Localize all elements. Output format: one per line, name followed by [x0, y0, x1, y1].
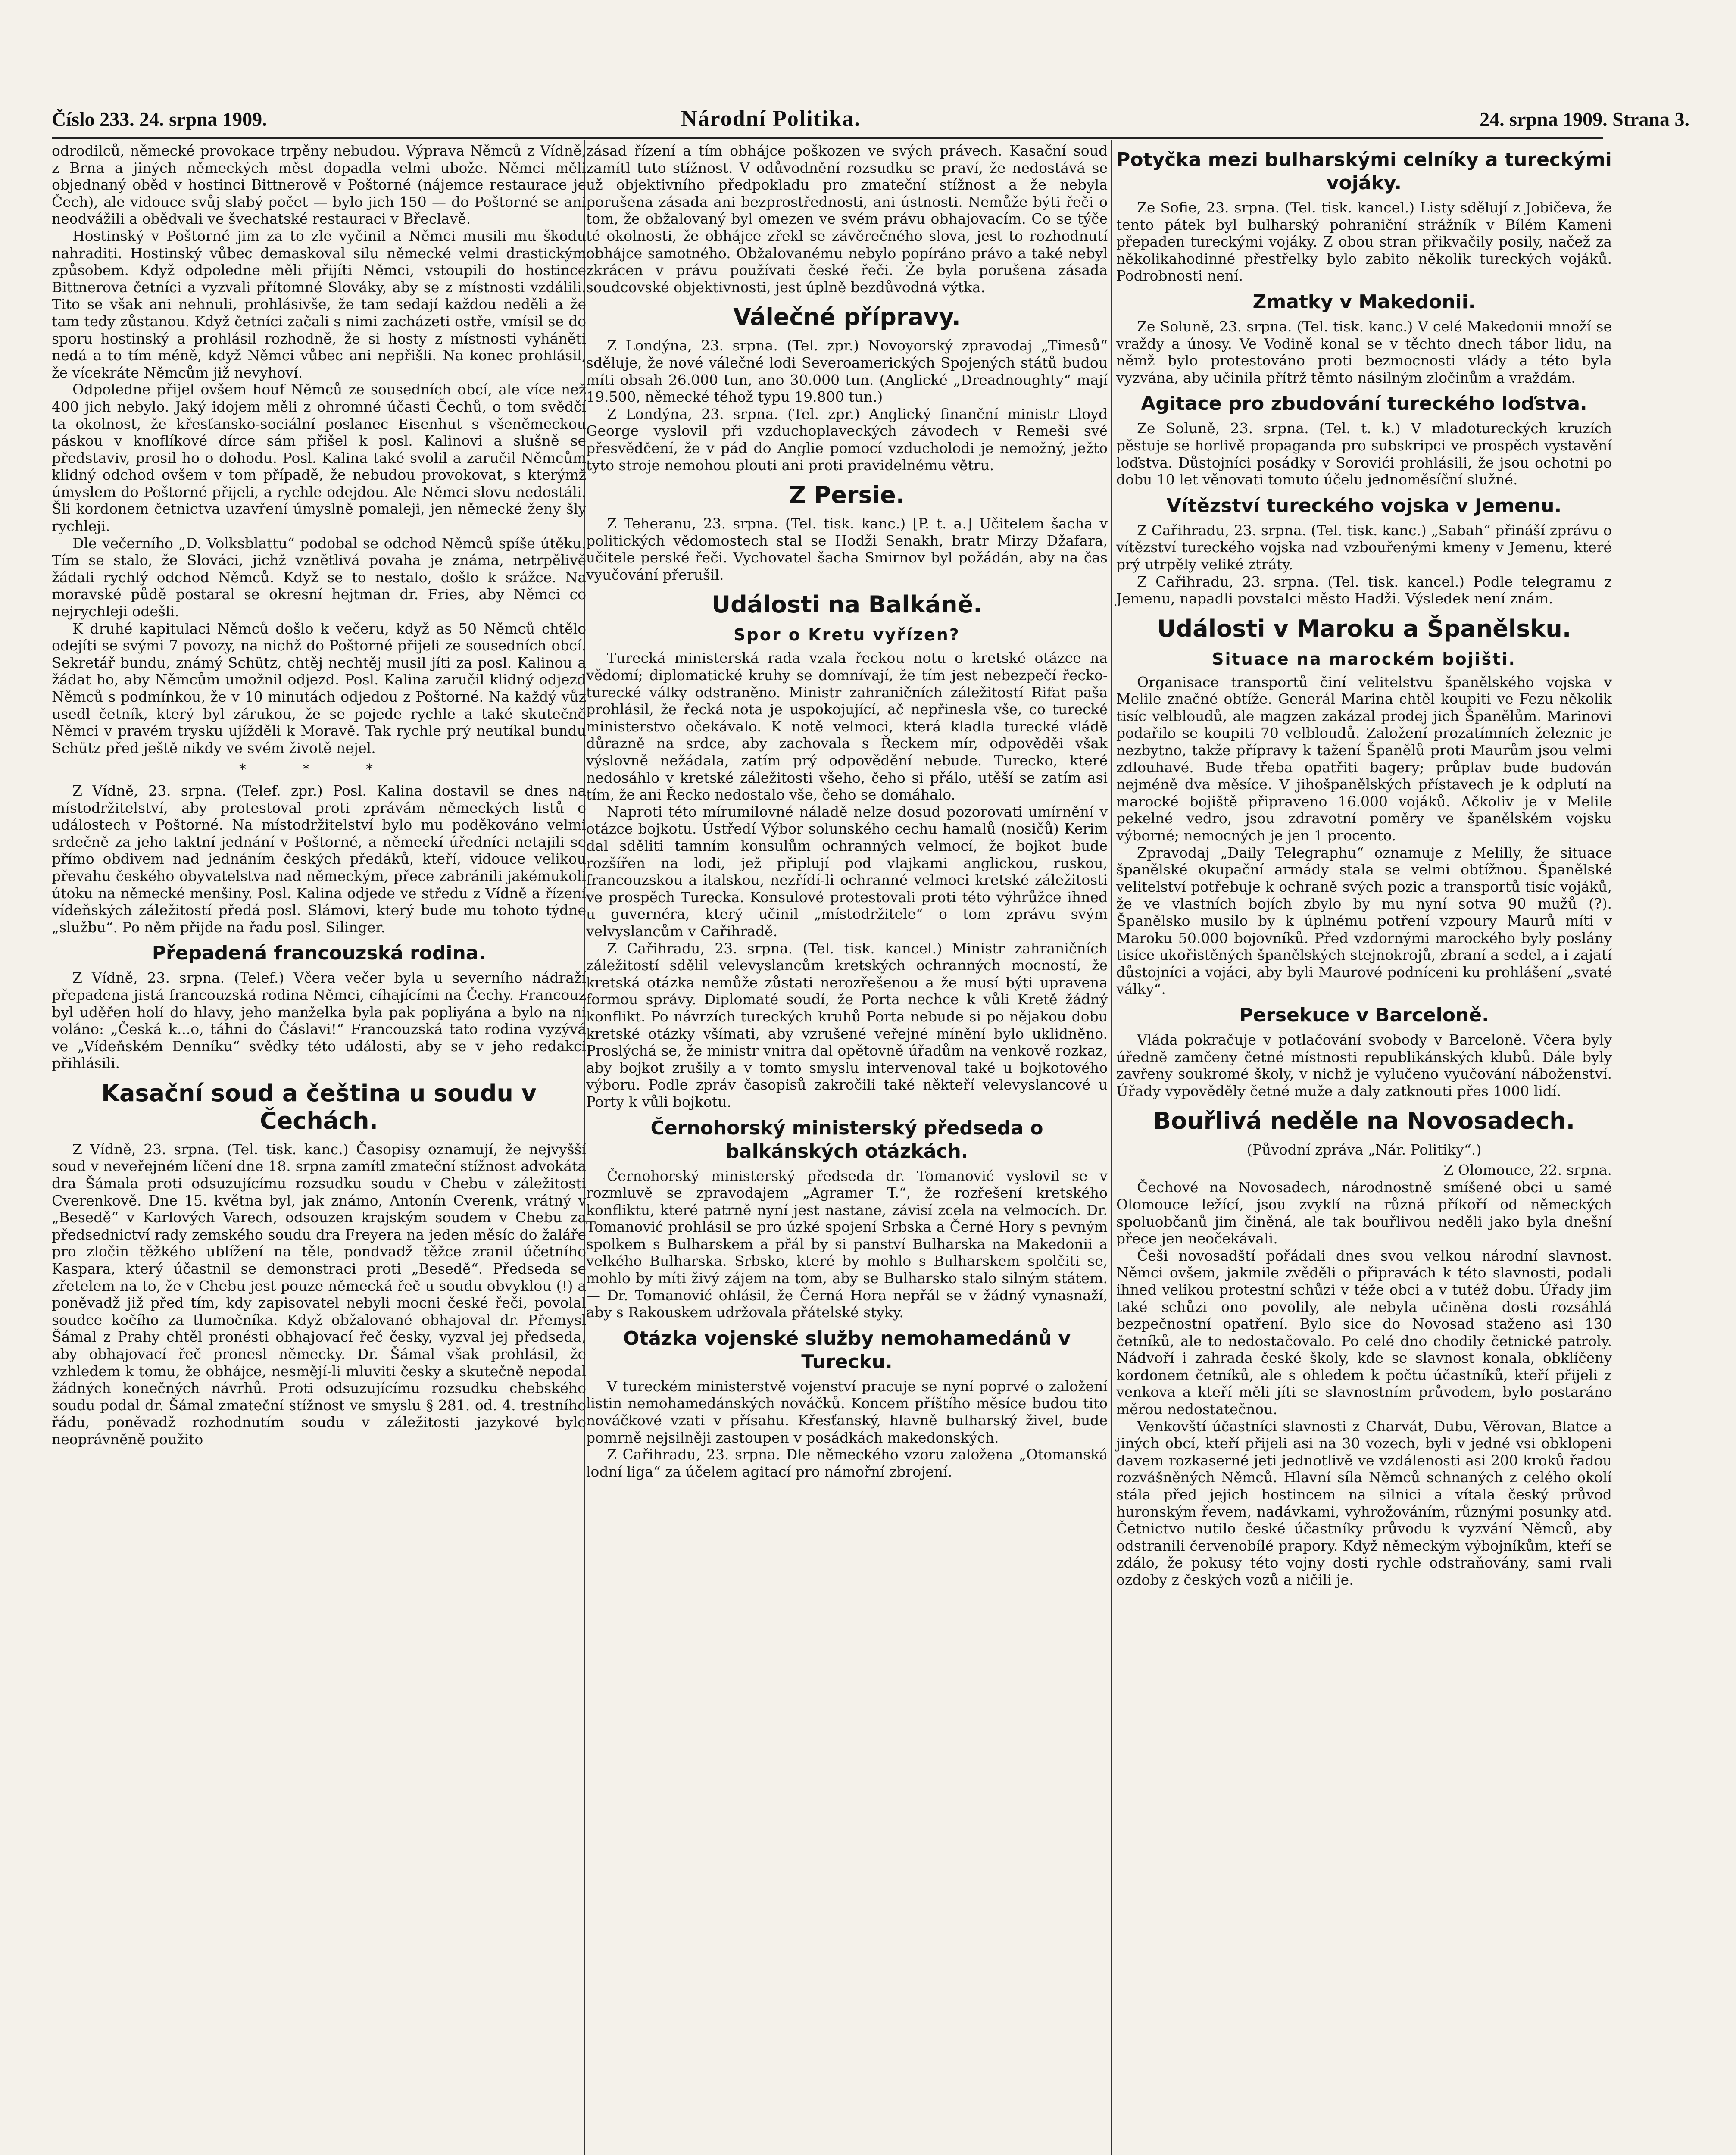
column-2	[586, 142, 1108, 1480]
paragraph: Ze Soluně, 23. srpna. (Tel. tisk. kanc.) V celé Makedonii množí se vraždy a únosy. Ve Vodině konal se v těchto dnech tábor lidu, na němž bylo protestováno proti bezmocnosti vlády a této byla vyzvána, aby učinila přítrž těmto násilným zločinům a vraždám.	[1116, 318, 1612, 386]
paragraph: Ze Sofie, 23. srpna. (Tel. tisk. kancel.) Listy sdělují z Jobičeva, že tento pátek byl bulharský pohraniční strážník v Bílém Kameni přepaden tureckými vojáky. Z obou stran přikvačily posily, načež za několikahodinné přestřelky bylo zabito několik tureckých vojáků. Podrobnosti není.	[1116, 199, 1612, 284]
article-heading: Přepadená francouzská rodina.	[152, 942, 486, 965]
paragraph: Z Londýna, 23. srpna. (Tel. zpr.) Anglický finanční ministr Lloyd George vyslovil při vzduchoplaveckých závodech v Remeši své přesvědčení, že v pád do Anglie pomocí vzducholodi je nemožný, ježto tyto stroje nemohou plouti ani proti pravidelnému větru.	[586, 405, 1108, 474]
page-header	[52, 103, 1689, 134]
paragraph: Z Vídně, 23. srpna. (Tel. tisk. kanc.) Časopisy oznamují, že nejvyšší soud v neveřejném líčení dne 18. srpna zamítl zmateční stížnost advokáta dra Šámala proti odsuzujícímu rozsudku soudu v Chebu v záležitosti Cverenkově. Dne 15. května byl, jak známo, Antonín Cverenk, vrátný v „Besedě“ v Karlových Varech, odsouzen krajským soudem v Chebu za předsednictví rady zemského soudu dra Freyera na jeden měsíc do žaláře pro zločin těžkého ublížení na těle, pondvadž těžce zranil účetního Kasparа, který účastnil se demonstraci proti „Besedě“. Předseda se zřetelem na to, že v Chebu jest pouze německá řeč u soudu obvyklou (!) a poněvadž již před tím, kdy zapisovatel nebyli mocni české řeči, povolal soudce kočího za tlumočníka. Když obžalované obhajoval dr. Přemysl Šámal z Prahy chtěl pronésti obhajovací řeč česky, vyzval jej předseda, aby obhajovací řeč pronesl německy. Dr. Šámal však prohlásil, že vzhledem k tomu, že obhájce, nesmějí-li mluviti česky a skutečně nepodal žádných konečných návrhů. Proti odsuzujícímu rozsudku chebského soudu podal dr. Šámal zmateční stížnost ve smyslu § 281. od. 4. trestního řádu, poněvadž rozhodnutím soudu v záležitosti jazykové bylo neoprávněně použito	[52, 1140, 586, 1448]
paragraph: Češi novosadští pořádali dnes svou velkou národní slavnost. Němci ovšem, jakmile zvěděli o připravách k této slavnosti, podali ihned velikou protestní schůzi v téže obci a v tutéž dobu. Úřady jim také schůzi ono povolily, ale nebyla učiněna dosti rozsáhlá bezpečnostní opatření. Bylo sice do Novosad staženo asi 130 četníků, ale to nedostačovalo. Po celé dno chodily četnické patroly. Nádvoří i zahrada české školy, kde se slavnost konala, obklíčeny kordonem četníků, ale s ohledem k počtu účastníků, kteří přijeli z venkova a kteří měli jíti se slavnostním průvodem, bylo postaráno měrou nedostatečnou.	[1116, 1247, 1612, 1418]
article-heading: Bouřlivá neděle na Novosadech.	[1153, 1107, 1575, 1135]
paragraph: Černohorský ministerský předseda dr. Tomanović vyslovil se v rozmluvě se zpravodajem „Agramer T.“, že rozřešení kretského konfliktu, které patrně nyní jest nastane, závisí zcela na velmocích. Dr. Tomanović prohlásil se pro úzké spojení Srbska a Černé Hory s pevným spolkem s Bulharskem a přál by si panství Bulharska na Makedonii a velkého Bulharska. Srbsko, které by mohlo s Bulharskem spolčiti se, mohlo by míti živý zájem na tom, aby se Bulharsko stalo silným státem. — Dr. Tomanović ohlásil, že Černá Hora nepřál se v žádný vynasnaží, aby s Rakouskem udržovala přátelské styky.	[586, 1167, 1108, 1321]
paragraph: Vláda pokračuje v potlačování svobody v Barceloně. Včera byly úředně zamčeny četné místnosti republikánských klubů. Dále byly zavřeny soukromé školy, v nichž je vylučeno vyučování náboženství. Úřady vypověděly četné muže a daly zatknouti přes 1000 lidí.	[1116, 1031, 1612, 1099]
column-3	[1116, 142, 1612, 1589]
dateline: Z Olomouce, 22. srpna.	[1443, 1162, 1612, 1179]
article-heading: Persekuce v Barceloně.	[1239, 1004, 1489, 1026]
issue-number: Číslo 233. 24. srpna 1909.	[52, 108, 267, 130]
paragraph: Z Vídně, 23. srpna. (Telef. zpr.) Posl. Kalina dostavil se dnes na místodržitelství, aby protestoval proti zprávám německých listů o událostech v Poštorné. Na místodržitelství bylo mu poděkováno velmi srdečně za jeho taktní jednání v Poštorné, a německí úředníci netajili se přímo obdivem nad jednáním českých předáků, kteří, vidouce velikou převahu českého obyvatelstva nad německým, přece zabránili jakémukoli útoku na německé menšiny. Posl. Kalina odjede ve středu z Vídně a řízení vídeňských záležitostí předá posl. Slámovi, který bude mu tohoto týdne „službu“. Po něm přijde na řadu posl. Silinger.	[52, 782, 586, 936]
article-heading: Válečné přípravy.	[733, 303, 961, 331]
column-divider	[1111, 140, 1112, 2155]
paragraph: Z Teheranu, 23. srpna. (Tel. tisk. kanc.) [P. t. a.] Učitelem šacha v politických vědomostech stal se Hodži Senakh, bratr Mirzy Džafara, učitele perské řeči. Vychovatel šacha Smirnov byl požádán, aby na čas vyučování přerušil.	[586, 515, 1108, 583]
paragraph: Z Londýna, 23. srpna. (Tel. zpr.) Novoyorský zpravodaj „Timesů“ sděluje, že nové válečné lodi Severoamerických Spojených států budou míti obsah 26.000 tun, ano 30.000 tun. (Anglické „Dreadnoughty“ mají 19.500, německé téhož typu 19.800 tun.)	[586, 337, 1108, 406]
paragraph: Čechové na Novosadech, národnostně smíšené obci u samé Olomouce ležící, jsou zvyklí na různá příkoří od německých spoluobčanů jim činěná, ale tak bouřlivou neděli jako byla dnešní přece jen neočekávali.	[1116, 1179, 1612, 1247]
article-heading: Otázka vojenské služby nemohamedánů v Turecku.	[623, 1327, 1071, 1373]
article-heading: Agitace pro zbudování tureckého loďstva.	[1141, 393, 1587, 415]
article-heading: Události na Balkáně.	[712, 591, 982, 618]
paragraph: odrodilců, německé provokace trpěny nebudou. Výprava Němců z Vídně, z Brna a jiných německých měst dopadla velmi ubože. Němci měli objednaný oběd v hostinci Bittnerově v Poštorné (nájemce restaurace je Čech), ale vidouce svůj slabý počet — bylo jich 150 — do Poštorné se ani neodvážili a obědvali ve švechatské restauraci v Břeclavě.	[52, 142, 586, 228]
article-heading: Černohorský ministerský předseda o balkánských otázkách.	[650, 1117, 1043, 1162]
article-heading: Vítězství tureckého vojska v Jemenu.	[1166, 494, 1562, 517]
paragraph: Z Cařihradu, 23. srpna. (Tel. tisk. kancel.) Podle telegramu z Jemenu, napadli povstalci město Hadži. Výsledek není znám.	[1116, 573, 1612, 607]
page-number: 24. srpna 1909. Strana 3.	[1480, 108, 1689, 130]
paragraph: Z Cařihradu, 23. srpna. Dle německého vzoru založena „Otomanská lodní liga“ za účelem agitací pro námořní zbrojení.	[586, 1446, 1108, 1480]
paragraph: Dle večerního „D. Volksblattu“ podobal se odchod Němců spíše útěku. Tím se stalo, že Slováci, jichž vznětlivá povaha je známa, netrpělivě žádali rychlý odchod Němců. Když se to nestalo, došlo k srážce. Na moravské půdě postaral se okresní hejtman dr. Fries, aby Němci co nejrychleji odešli.	[52, 534, 586, 620]
masthead-title: Národní Politika.	[681, 106, 861, 131]
paragraph: zásad řízení a tím obhájce poškozen ve svých právech. Kasační soud zamítl tuto stížnost. V odůvodnění rozsudku se praví, že nedostává se už objektivního předpokladu pro zmateční stížnost a že nebyla porušena zásada ani bezprostřednosti, ani ústnosti. Nemůže býti řeči o tom, že obžalovaný byl omezen ve svém právu obhajovacím. Co se týče té okolnosti, že obhájce zřekl se závěrečného slova, jest to rozhodnutí obhájce samotného. Obžalovanému nebylo popíráno právo a také nebyl zkrácen v právu používati české řeči. Že byla porušena zásada soudcovské objektivnosti, jest úplně bezdůvodná výtka.	[586, 142, 1108, 296]
article-heading: Kasační soud a čeština u soudu v Čechách.	[101, 1079, 537, 1134]
paragraph: Venkovští účastníci slavnosti z Charvát, Dubu, Věrovan, Blatce a jiných obcí, kteří přijeli asi na 30 vozech, byli v jedné vsi obklopeni davem rozkaserné jeti jednotlivě ve vzdálenosti asi 200 kroků řadou rozvášněných Němců. Hlavní síla Němců schnaných z celého okolí stála před jejich hostincem na silnici a vítala český průvod huronským řevem, nadávkami, vyhrožováním, různými posunky atd. Četnictvo nutilo české účastníky průvodu k vyzvání Němců, aby odstranili červenobílé prapory. Když německým výbojníkům, kteří se zdálo, že pokusy této vojny dosti rychle odstraňovány, sami rvali ozdoby z českých vozů a ničili je.	[1116, 1418, 1612, 1588]
article-subheading: Spor o Kretu vyřízen?	[734, 625, 960, 645]
paragraph: K druhé kapitulaci Němců došlo k večeru, když as 50 Němců chtělo odejíti se svými 7 povozy, na nichž do Poštorné přijeli ze sousedních obcí. Sekretář bundu, známý Schütz, chtěj nechtěj musil jíti za posl. Kalinou a žádat ho, aby Němcům umožnil odjezd. Posl. Kalina zaručil klidný odjezd Němců s podmínkou, že v 10 minutách odjedou z Poštorné. Na každý vůz usedl četník, který byl zárukou, že se pojede rychle a také skutečně Němci v pravém trysku ujížděli k Moravě. Tak rychle prý neutíkal bundu Schütz před ještě nikdy ve svém životě nejel.	[52, 620, 586, 756]
section-separator: * * *	[239, 761, 399, 778]
paragraph: Z Vídně, 23. srpna. (Telef.) Včera večer byla u severního nádraží přepadena jistá francouzská rodina Němci, cíhajícími na Čechy. Francouz byl uděřen holí do hlavy, jeho manželka byla pak popliyána a bylo na ni voláno: „Česká k...o, táhni do Čáslavi!“ Francouzská tato rodina vyzývá ve „Vídeňském Denníku“ svědky této události, aby se v jeho redakci přihlásili.	[52, 969, 586, 1072]
paragraph: Z Cařihradu, 23. srpna. (Tel. tisk. kancel.) Ministr zahraničních záležitostí sdělil velevyslancům kretských ochranných mocností, že kretská otázka nemůže zůstati nerozřešenou a že musí býti upravena formou správy. Diplomaté soudí, že Porta nechce k vůli Kretě žádný konflikt. Po návrzích tureckých kruhů Porta nebude si po nějakou dobu kretské otázky všímati, aby vzrušené veřejné mínění bylo uklidněno. Proslýchá se, že ministr vnitra dal opětovně úřadům na venkově rozkaz, aby bojkot zrušily a v tomto smyslu intervenoval také u bojkotového výboru. Podle zpráv časopisů zakročili také někteří velevyslancové u Porty k vůli bojkotu.	[586, 940, 1108, 1110]
article-heading: Z Persie.	[789, 481, 905, 509]
header-rule	[52, 137, 1603, 139]
column-1	[52, 142, 586, 1448]
article-heading: Zmatky v Makedonii.	[1252, 290, 1476, 313]
article-source-note: (Původní zpráva „Nár. Politiky“.)	[1246, 1141, 1482, 1159]
paragraph: Odpoledne přijel ovšem houf Němců ze sousedních obcí, ale více než 400 jich nebylo. Jaký idojem měli z ohromné účasti Čechů, o tom svědčí ta okolnost, že křesťansko-sociální poslanec Eisenhut s všeněmeckou páskou v knoflíkové dírce sám přišel k posl. Kalinovi a slušně se představiv, prosil ho o dohodu. Posl. Kalina také svolil a zaručil Němcům klidný odchod ovšem v tom případě, že nebudou provokovat, s kterýmž úmyslem do Poštorné přijeli, a rychle odejdou. Ale Němci slovu nedostáli. Šli kordonem četnictva uzavření úmyslně pomaleji, jen německé ženy šly rychleji.	[52, 381, 586, 535]
paragraph: Organisace transportů činí velitelstvu španělského vojska v Melile značné obtíže. Generál Marina chtěl koupiti ve Fezu několik tisíc velbloudů, ale magzen zakázal prodej jich Španělům. Marinovi podařilo se koupiti 70 velbloudů. Založení prozatímních železnic je nezbytno, takže přípravy k tažení Španělů proti Maurům jsou velmi zdlouhavé. Bude třeba opatřiti bagery; průplav bude budován nejméně dva měsíce. V jihošpanělských přístavech je k odplutí na marocké bojiště připraveno 16.000 vojáků. Ačkoliv je v Melile pekelné vedro, jsou zdravotní poměry ve španělském vojsku výborné; nemocných je jen 1 procento.	[1116, 673, 1612, 844]
paragraph: Hostinský v Poštorné jim za to zle vyčinil a Němci musili mu škodu nahraditi. Hostinský vůbec demaskoval silu německé velmi drastickým způsobem. Když odpoledne měli přijíti Němci, vstoupili do hostince Bittnerova četníci a vyzvali přítomné Slováky, aby se z místnosti vzdálili. Tito se však ani nehnuli, prohlásivše, že tam sedají každou neděli a že tam tedy zůstanou. Když četníci začali s nimi zacházeti ostře, vmísil se do sporu hostinský a prohlásil rozhodně, že si hosty z místnosti vyháněti nedá a to tím méně, když Němci vůbec ani nepřišli. Na konec prohlásil, že vícekráte Němcům již nevyhoví.	[52, 227, 586, 381]
article-heading: Události v Maroku a Španělsku.	[1157, 615, 1571, 642]
paragraph: Z Cařihradu, 23. srpna. (Tel. tisk. kanc.) „Sabah“ přináší zprávu o vítězství tureckého vojska nad vzbouřenými kmeny v Jemenu, které prý utrpěly veliké ztráty.	[1116, 522, 1612, 573]
article-subheading: Situace na marockém bojišti.	[1212, 649, 1516, 668]
paragraph: Turecká ministerská rada vzala řeckou notu o kretské otázce na vědomí; diplomatické kruhy se domnívají, že tím jest nebezpečí řecko-turecké války odstraněno. Ministr zahraničních záležitostí Rifat paša prohlásil, že řecká nota je uspokojující, ač nepřinesla vše, co turecké ministerstvo očekávalo. K notě velmoci, která kladla turecké vládě důrazně na srdce, aby zachovala s Řeckem mír, odpověděi však výslovně nežádala, zatím prý odpovědění nebude. Turecko, které nedosáhlo v kretské záležitosti všeho, čeho si přálo, utěší se zatím asi tím, že ani Řecko nedostalo vše, čeho se domáhalo.	[586, 650, 1108, 803]
paragraph: Naproti této mírumilovné náladě nelze dosud pozorovati umírnění v otázce bojkotu. Ústředí Výbor solunského cechu hamalů (nosičů) Kerim dal sděliti tamním konsulům ochranných velmocí, že bojkot bude rozšířen na lodi, jež připlují pod vlajkami anglickou, ruskou, francouzskou a italskou, nezřídí-li ochranné velmoci kretské záležitosti ve prospěch Turecka. Konsulové protestovali proti této výhrůžce ihned u guvernéra, který učinil „místodržitele“ o tom zprávu svým velvyslancům v Cařihradě.	[586, 803, 1108, 940]
paragraph: V tureckém ministerstvě vojenství pracuje se nyní poprvé o založení listin nemohamedánských nováčků. Koncem příštího měsíce budou tito nováčkové vzati v přísahu. Křesťanský, hlavně bulharský živel, bude pomrně nejsilněji zastoupen v posádkách makedonských.	[586, 1377, 1108, 1446]
paragraph: Ze Soluně, 23. srpna. (Tel. t. k.) V mladotureckých kruzích pěstuje se horlivě propaganda pro subskripci ve prospěch vystavění loďstva. Důstojníci posádky v Sorovići prohlásili, že jsou ochotni po dobu 10 let věnovati tomuto účelu jednoměsíční služné.	[1116, 420, 1612, 488]
paragraph: Zpravodaj „Daily Telegraphu“ oznamuje z Melilly, že situace španělské okupační armády stala se velmi obtížnou. Španělské velitelství potřebuje k ochraně svých pozic a transportů tisíc vojáků, že ve vlastních bojích zbylo by mu nyní sotva 90 mužů (?). Španělsko musilo by k úplnému potření vzpoury Maurů míti v Maroku 50.000 bojovníků. Před vzdornými marockého byly poslány tisíce ukořistěných španělských stejnokrojů, zbraní a sedel, a i zajatí důstojníci a vojáci, aby byli Maurové podníceni ku prohlášení „svaté války“.	[1116, 844, 1612, 998]
article-heading: Potyčka mezi bulharskými celníky a tureckými vojáky.	[1116, 149, 1612, 194]
